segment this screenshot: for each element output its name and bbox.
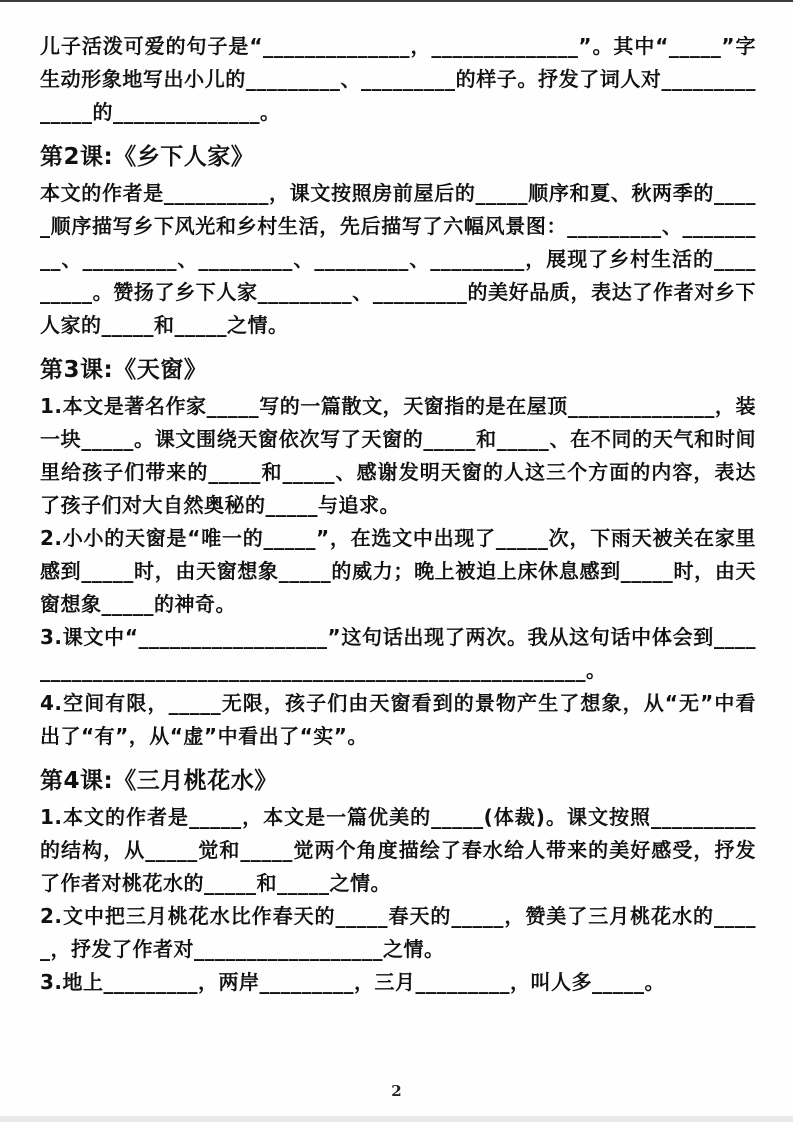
lesson2-heading: 第2课:《乡下人家》 bbox=[40, 144, 255, 170]
scan-edge-top bbox=[0, 0, 793, 2]
section-lesson4 bbox=[40, 766, 756, 999]
lesson3-question-3: 3.课文中“__________________”这句话出现了两次。我从这句话中体会到________________________________________________________。 bbox=[40, 625, 756, 682]
section-lesson3 bbox=[40, 355, 756, 753]
lesson1-continued-paragraph: 儿子活泼可爱的句子是“______________，______________”。其中“_____”字生动形象地写出小儿的_________、_________的样子。抒发了词人对______________的______________。 bbox=[40, 34, 756, 124]
lesson3-question-2: 2.小小的天窗是“唯一的_____”，在选文中出现了_____次，下雨天被关在家里感到_____时，由天窗想象_____的威力；晚上被迫上床休息感到_____时，由天窗想象_____的神奇。 bbox=[40, 526, 756, 616]
lesson3-question-1: 1.本文是著名作家_____写的一篇散文，天窗指的是在屋顶______________，装一块_____。课文围绕天窗依次写了天窗的_____和_____、在不同的天气和时间里给孩子们带来的_____和_____、感谢发明天窗的人这三个方面的内容，表达了孩子们对大自然奥秘的_____与追求。 bbox=[40, 394, 756, 517]
lesson4-question-3: 3.地上_________，两岸_________，三月_________，叫人多_____。 bbox=[40, 970, 666, 994]
lesson4-question-2: 2.文中把三月桃花水比作春天的_____春天的_____，赞美了三月桃花水的_____，抒发了作者对__________________之情。 bbox=[40, 904, 756, 961]
lesson4-question-1: 1.本文的作者是_____，本文是一篇优美的_____(体裁)。课文按照__________的结构，从_____觉和_____觉两个角度描绘了春水给人带来的美好感受，抒发了作者对桃花水的_____和_____之情。 bbox=[40, 805, 756, 895]
section-lesson2 bbox=[40, 142, 756, 342]
lesson3-question-4: 4.空间有限，_____无限，孩子们由天窗看到的景物产生了想象，从“无”中看出了“有”，从“虚”中看出了“实”。 bbox=[40, 691, 756, 748]
lesson2-paragraph: 本文的作者是__________，课文按照房前屋后的_____顺序和夏、秋两季的_____顺序描写乡下风光和乡村生活，先后描写了六幅风景图：_________、_________、_________、_________、_________、_________，展现了乡村生活的_________。赞扬了乡下人家_________、_________的美好品质，表达了作者对乡下人家的_____和_____之情。 bbox=[40, 181, 756, 337]
lesson3-heading: 第3课:《天窗》 bbox=[40, 357, 208, 383]
page-number: 2 bbox=[391, 1082, 402, 1100]
lesson4-heading: 第4课:《三月桃花水》 bbox=[40, 768, 278, 794]
page-content bbox=[40, 30, 756, 999]
scan-edge-bottom bbox=[0, 1116, 793, 1122]
section-lesson1-continued bbox=[40, 30, 756, 129]
page-footer bbox=[0, 1081, 793, 1100]
